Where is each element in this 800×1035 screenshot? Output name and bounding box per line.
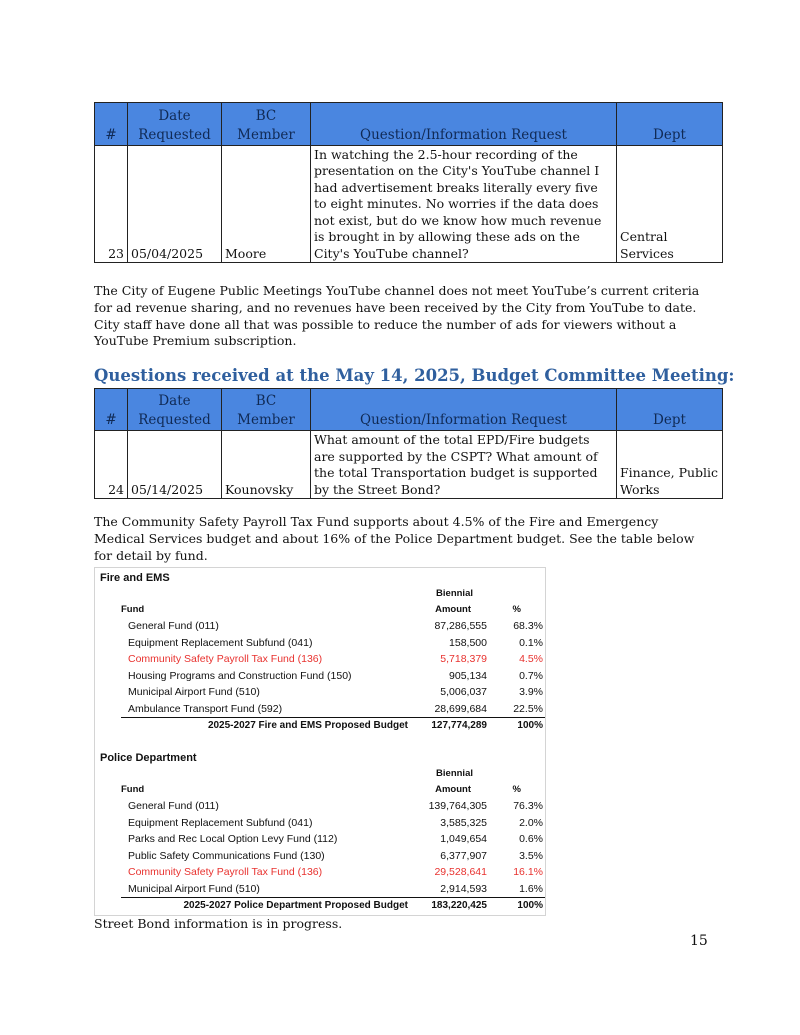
col-member-header	[222, 103, 311, 146]
page-number: 15	[690, 933, 708, 949]
fund-name: General Fund (011)	[128, 800, 219, 812]
col-question-header: Question/Information Request	[311, 103, 617, 146]
fund-name: Housing Programs and Construction Fund (150)	[128, 669, 352, 682]
fund-name: Ambulance Transport Fund (592)	[128, 702, 283, 715]
fund-row	[95, 618, 545, 634]
col-dept-header: Dept	[617, 389, 723, 431]
biennial-header: Biennial	[436, 768, 473, 779]
fund-header: Fund	[121, 604, 145, 615]
total-label: 2025-2027 Fire and EMS Proposed Budget	[207, 720, 408, 731]
col-num-header: #	[95, 389, 128, 431]
fund-breakdown-tables	[94, 567, 546, 916]
date-header-l2: Requested	[138, 412, 211, 428]
date-header-l2: Requested	[138, 127, 211, 143]
total-pct: 100%	[517, 900, 543, 911]
fund-amount: 6,377,907	[440, 849, 487, 862]
fund-pct: 4.5%	[519, 653, 543, 665]
row-member: Kounovsky	[222, 431, 311, 499]
fund-amount: 29,528,641	[434, 866, 487, 878]
fund-amount: 2,914,593	[440, 882, 487, 895]
fund-name: Parks and Rec Local Option Levy Fund (112)	[128, 833, 338, 845]
fund-amount: 5,006,037	[440, 686, 487, 698]
fund-name: Municipal Airport Fund (510)	[128, 882, 260, 895]
fund-amount: 139,764,305	[428, 800, 487, 812]
col-date-header	[128, 103, 222, 146]
fund-row	[95, 668, 545, 684]
total-pct: 100%	[517, 720, 543, 731]
date-header-l1: Date	[158, 108, 191, 124]
fund-row	[95, 651, 545, 667]
fund-row	[95, 701, 545, 717]
police-header-row	[95, 782, 545, 798]
fund-pct: 0.6%	[519, 833, 543, 845]
bc-header-l2: Member	[237, 127, 295, 143]
police-section-title: Police Department	[100, 752, 197, 764]
fund-pct: 0.1%	[519, 636, 543, 649]
biennial-header: Biennial	[436, 588, 473, 599]
bc-header-l2: Member	[237, 412, 295, 428]
row-date: 05/04/2025	[128, 146, 222, 263]
fund-pct: 68.3%	[513, 620, 543, 632]
fire-total-row	[95, 718, 545, 734]
col-num-header: #	[95, 103, 128, 146]
fund-pct: 3.9%	[519, 686, 543, 698]
row-dept: Central Services	[617, 146, 723, 263]
fund-row	[95, 881, 545, 897]
fund-pct: 76.3%	[513, 800, 543, 812]
col-member-header	[222, 389, 311, 431]
bc-header-l1: BC	[255, 108, 277, 124]
table-header-row	[95, 389, 723, 431]
col-dept-header: Dept	[617, 103, 723, 146]
row-member: Moore	[222, 146, 311, 263]
fire-section-title: Fire and EMS	[100, 572, 170, 584]
total-label: 2025-2027 Police Department Proposed Budget	[183, 900, 408, 911]
table-row	[95, 146, 723, 263]
fund-pct: 2.0%	[519, 816, 543, 829]
question-table-23	[94, 102, 723, 263]
fund-row	[95, 831, 545, 847]
fund-pct: 16.1%	[513, 866, 543, 878]
fund-amount: 1,049,654	[440, 833, 487, 845]
fund-amount: 5,718,379	[440, 653, 487, 665]
fund-row	[95, 848, 545, 864]
fund-pct: 22.5%	[513, 702, 543, 715]
col-question-header: Question/Information Request	[311, 389, 617, 431]
question-table-24	[94, 388, 723, 499]
section-heading: Questions received at the May 14, 2025, Budget Committee Meeting:	[94, 366, 735, 385]
fire-header-row	[95, 602, 545, 618]
fund-header: Fund	[121, 784, 145, 795]
table-header-row	[95, 103, 723, 146]
fund-name: Equipment Replacement Subfund (041)	[128, 816, 313, 829]
pct-header: %	[512, 604, 521, 615]
fund-name: Community Safety Payroll Tax Fund (136)	[128, 866, 323, 878]
fund-amount: 87,286,555	[434, 620, 487, 632]
col-date-header	[128, 389, 222, 431]
bc-header-l1: BC	[255, 393, 277, 409]
fund-row	[95, 798, 545, 814]
fund-row	[95, 815, 545, 831]
fund-pct: 0.7%	[519, 669, 543, 682]
total-amount: 183,220,425	[431, 900, 487, 911]
amount-header: Amount	[435, 784, 471, 795]
police-total-row	[95, 898, 545, 914]
fund-pct: 3.5%	[519, 849, 543, 862]
date-header-l1: Date	[158, 393, 191, 409]
total-amount: 127,774,289	[431, 720, 487, 731]
row-question: In watching the 2.5-hour recording of the presentation on the City's YouTube channel I had advertisement breaks literally every five to eight minutes. No worries if the data does not exist, but do we know how much revenue is brought in by allowing these ads on the City's YouTube channel?	[311, 146, 617, 263]
fund-pct: 1.6%	[519, 882, 543, 895]
fund-row	[95, 684, 545, 700]
fund-name: Municipal Airport Fund (510)	[128, 686, 260, 698]
fund-amount: 28,699,684	[434, 702, 487, 715]
fund-name: Community Safety Payroll Tax Fund (136)	[128, 653, 323, 665]
fire-header-biennial	[95, 586, 545, 602]
fund-name: General Fund (011)	[128, 620, 219, 632]
row-num: 24	[95, 431, 128, 499]
row-question: What amount of the total EPD/Fire budgets are supported by the CSPT? What amount of the total Transportation budget is supported by the Street Bond?	[311, 431, 617, 499]
table-row	[95, 431, 723, 499]
row-date: 05/14/2025	[128, 431, 222, 499]
fund-amount: 905,134	[449, 669, 487, 682]
fund-amount: 3,585,325	[440, 816, 487, 829]
row-num: 23	[95, 146, 128, 263]
fund-amount: 158,500	[449, 636, 487, 649]
fund-name: Equipment Replacement Subfund (041)	[128, 636, 313, 649]
amount-header: Amount	[435, 604, 471, 615]
street-bond-note: Street Bond information is in progress.	[94, 916, 343, 931]
answer-23: The City of Eugene Public Meetings YouTube channel does not meet YouTube’s current criteria for ad revenue sharing, and no revenues have been received by the City from YouTube to date. City staff have done all that was possible to reduce the number of ads for viewers without a YouTube Premium subscription.	[94, 283, 700, 349]
pct-header: %	[512, 784, 521, 795]
row-dept: Finance, Public Works	[617, 431, 723, 499]
police-header-biennial	[95, 766, 545, 782]
answer-24: The Community Safety Payroll Tax Fund supports about 4.5% of the Fire and Emergency Medical Services budget and about 16% of the Police Department budget. See the table below for detail by fund.	[94, 514, 695, 563]
fund-row	[95, 635, 545, 651]
fund-name: Public Safety Communications Fund (130)	[128, 849, 325, 862]
fund-row	[95, 864, 545, 880]
